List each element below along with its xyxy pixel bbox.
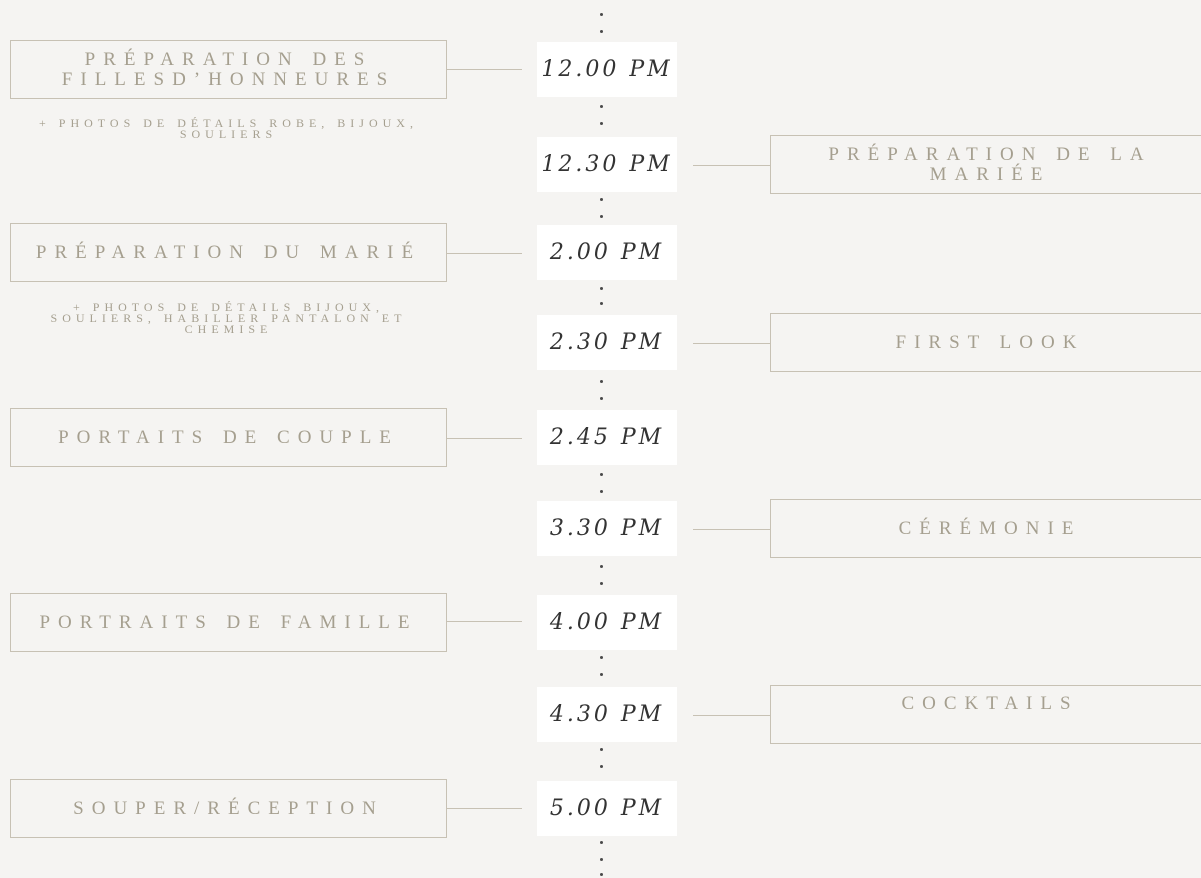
connector-line <box>693 529 770 530</box>
timeline-dot <box>600 765 603 768</box>
connector-line <box>693 165 770 166</box>
timeline-dot <box>600 13 603 16</box>
connector-line <box>447 621 522 622</box>
connector-line <box>447 438 522 439</box>
event-label: PORTRAITS DE FAMILLE <box>39 611 418 633</box>
connector-line <box>447 808 522 809</box>
event-preparation-marie <box>10 223 447 282</box>
time-label: 12.30 PM <box>537 137 677 192</box>
timeline-dot <box>600 397 603 400</box>
timeline-dot <box>600 302 603 305</box>
event-label: CÉRÉMONIE <box>898 517 1082 539</box>
timeline-dot <box>600 673 603 676</box>
event-souper-reception <box>10 779 447 838</box>
timeline-dot <box>600 490 603 493</box>
event-label: PRÉPARATION DES FILLESD’HONNEURES <box>61 48 396 90</box>
timeline-dot <box>600 380 603 383</box>
timeline-dot <box>600 582 603 585</box>
event-label: FIRST LOOK <box>895 331 1085 353</box>
time-label: 4.00 PM <box>537 595 677 650</box>
event-label: SOUPER/RÉCEPTION <box>73 797 384 819</box>
timeline-dot <box>600 565 603 568</box>
event-note: + PHOTOS DE DÉTAILS BIJOUX, SOULIERS, HABILLER PANTALON ET CHEMISE <box>50 300 407 336</box>
timeline-dot <box>600 30 603 33</box>
event-ceremonie <box>770 499 1201 558</box>
timeline-dot <box>600 873 603 876</box>
timeline-dot <box>600 215 603 218</box>
event-cocktails <box>770 685 1201 744</box>
event-label: PRÉPARATION DE LA MARIÉE <box>828 143 1152 185</box>
connector-line <box>447 69 522 70</box>
time-label: 4.30 PM <box>537 687 677 742</box>
connector-line <box>693 715 770 716</box>
event-label: PORTAITS DE COUPLE <box>58 426 399 448</box>
event-preparation-mariee <box>770 135 1201 194</box>
timeline-dot <box>600 473 603 476</box>
event-label: COCKTAILS <box>901 693 1079 714</box>
timeline-dot <box>600 841 603 844</box>
event-portraits-couple <box>10 408 447 467</box>
time-label: 2.00 PM <box>537 225 677 280</box>
timeline-dot <box>600 122 603 125</box>
time-label: 2.45 PM <box>537 410 677 465</box>
timeline-dot <box>600 287 603 290</box>
timeline-dot <box>600 198 603 201</box>
time-label: 5.00 PM <box>537 781 677 836</box>
event-note: + PHOTOS DE DÉTAILS ROBE, BIJOUX, SOULIERS <box>39 116 418 141</box>
time-label: 3.30 PM <box>537 501 677 556</box>
timeline-dot <box>600 656 603 659</box>
timeline-dot <box>600 105 603 108</box>
timeline-dot <box>600 748 603 751</box>
event-label: PRÉPARATION DU MARIÉ <box>35 241 422 263</box>
event-preparation-filles <box>10 40 447 99</box>
connector-line <box>693 343 770 344</box>
connector-line <box>447 253 522 254</box>
time-label: 2.30 PM <box>537 315 677 370</box>
event-portraits-famille <box>10 593 447 652</box>
time-label: 12.00 PM <box>537 42 677 97</box>
timeline-dot <box>600 858 603 861</box>
event-first-look <box>770 313 1201 372</box>
